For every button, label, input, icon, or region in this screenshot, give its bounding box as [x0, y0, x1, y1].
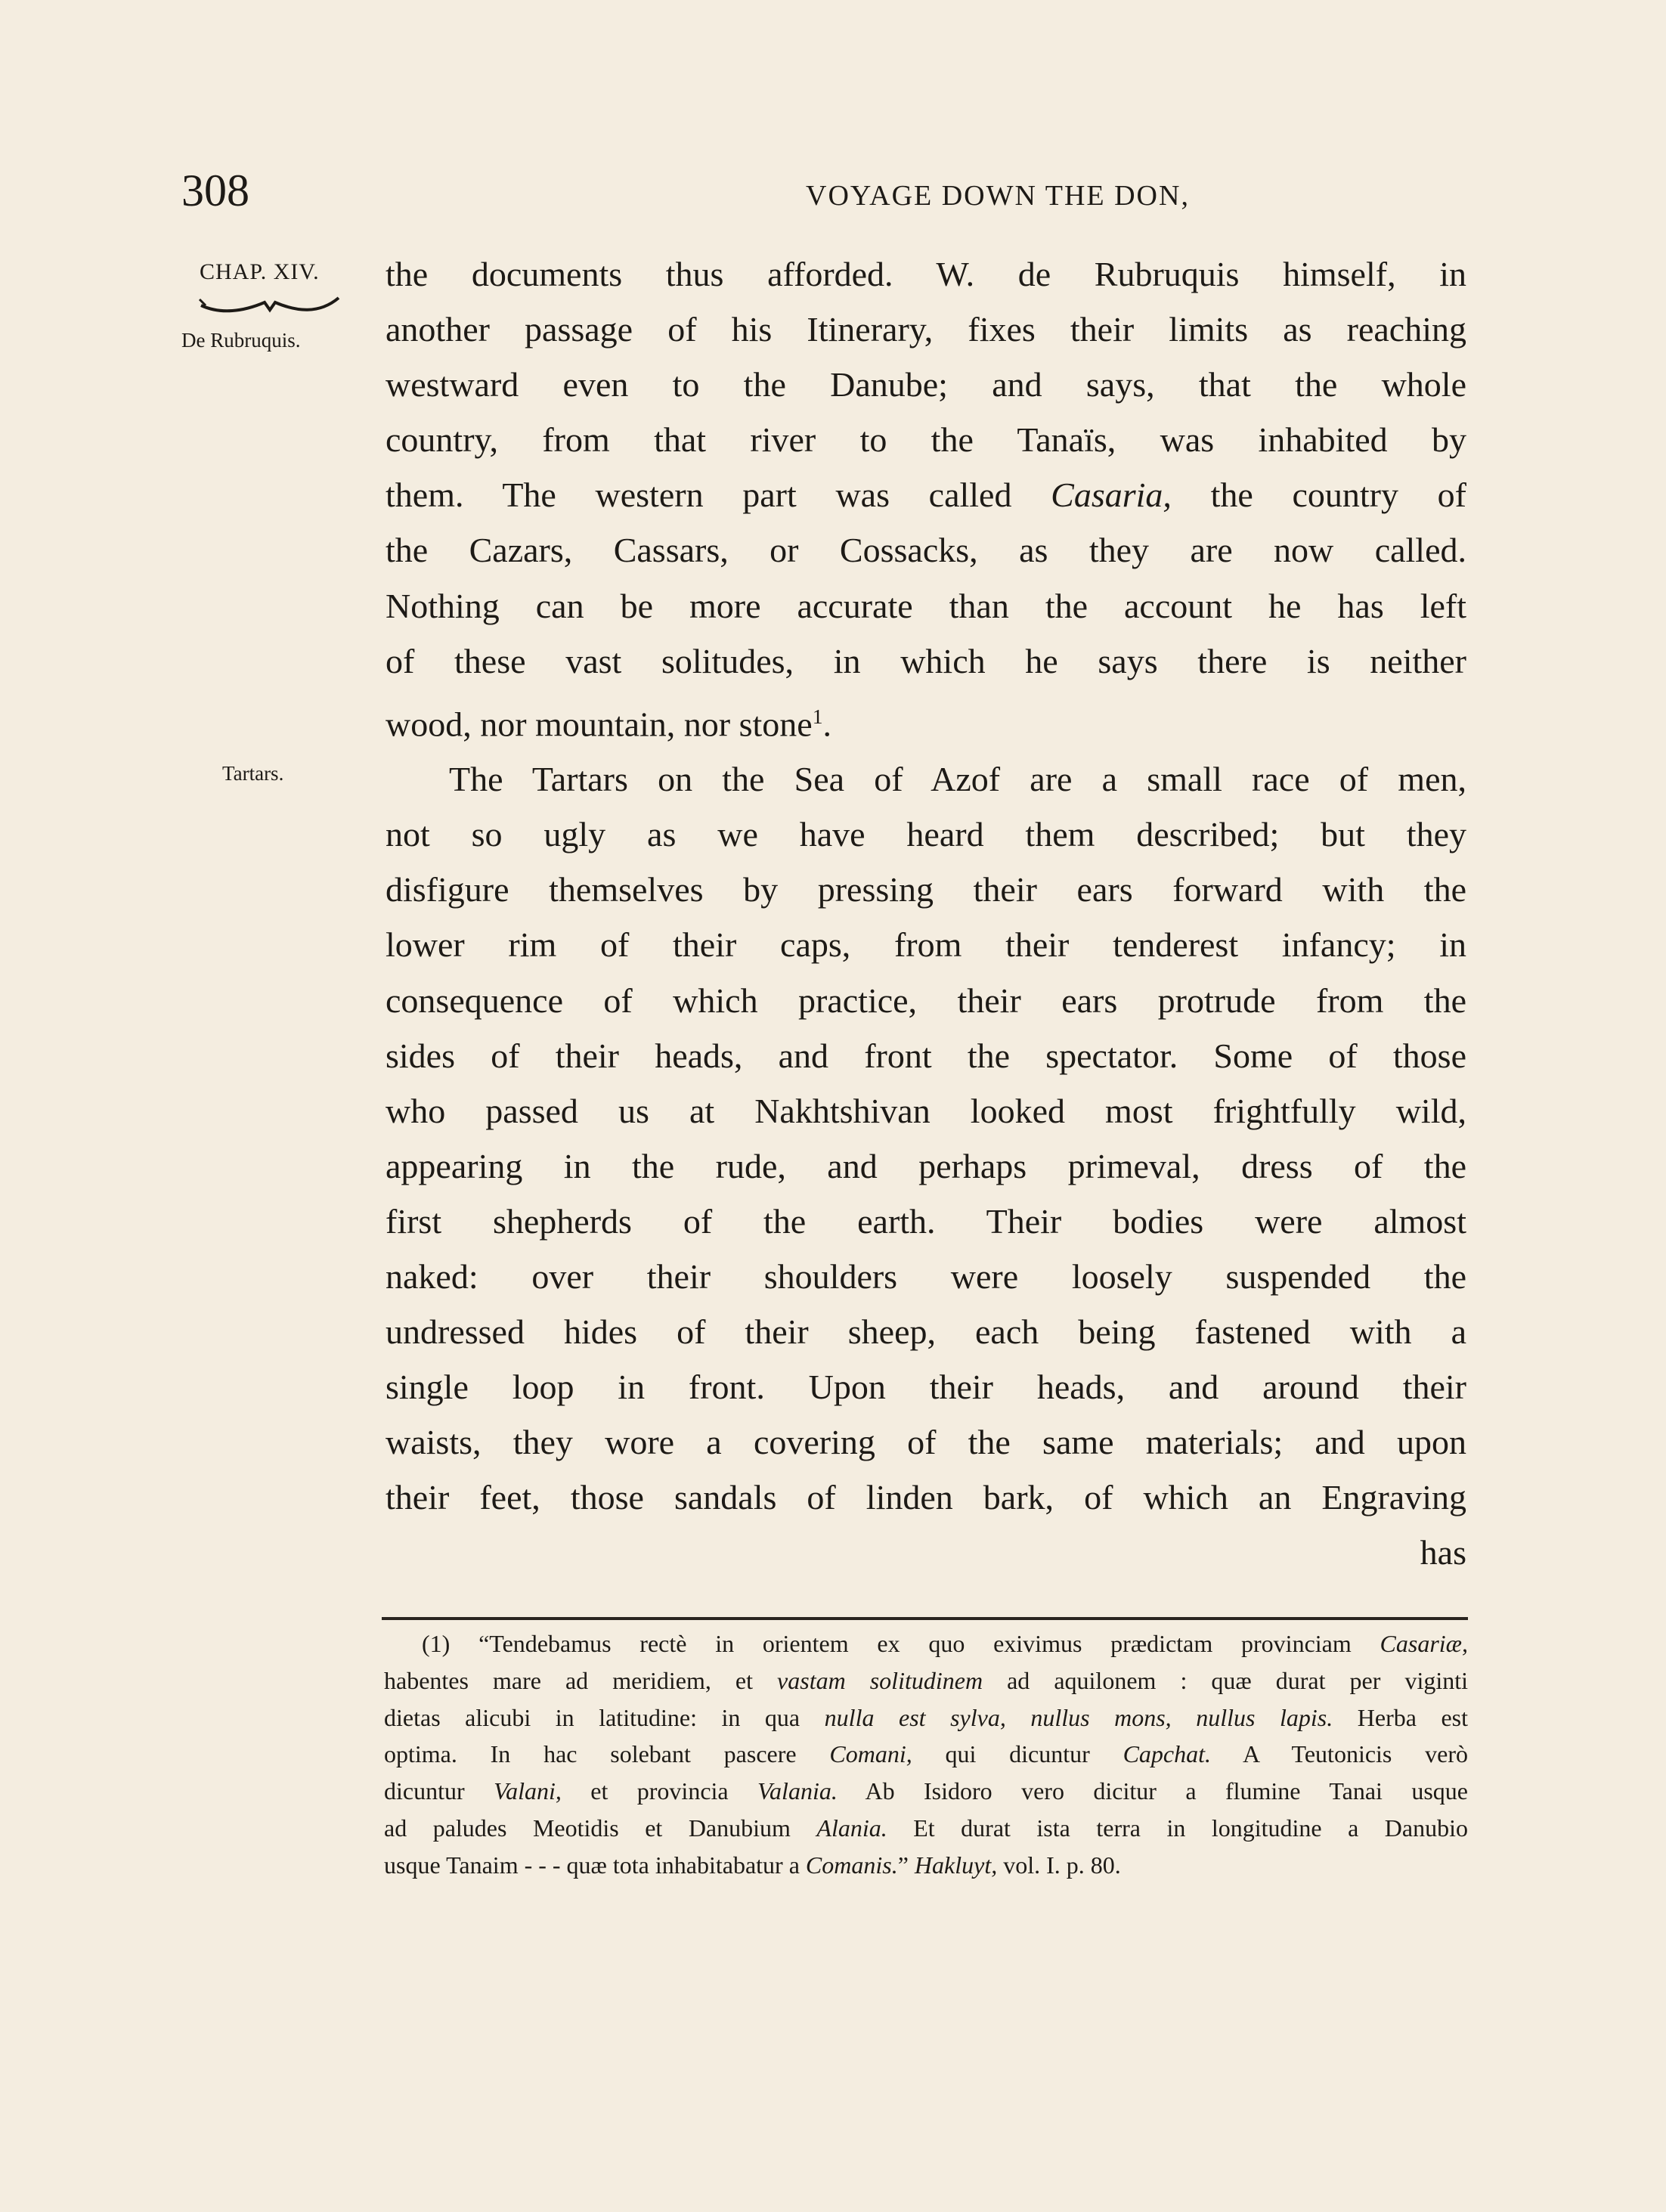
body-line: waists, they wore a covering of the same materials; and upon — [386, 1423, 1466, 1462]
body-line: lower rim of their caps, from their tenderest infancy; in — [386, 925, 1466, 965]
body-line: single loop in front. Upon their heads, and around their — [386, 1368, 1466, 1407]
footnote-line: (1) “Tendebamus rectè in orientem ex quo exivimus prædictam provinciam Casariæ, — [422, 1630, 1468, 1657]
footnote-line: dietas alicubi in latitudine: in qua nulla est sylva, nullus mons, nullus lapis. Herba est — [384, 1703, 1469, 1731]
body-line: the documents thus afforded. W. de Rubruquis himself, in — [386, 255, 1466, 293]
body-line: sides of their heads, and front the spectator. Some of those — [386, 1036, 1466, 1075]
body-line: The Tartars on the Sea of Azof are a small race of men, — [449, 760, 1466, 799]
footnote-line: dicuntur Valani, et provincia Valania. Ab Isidoro vero dicitur a flumine Tanai usque — [384, 1777, 1469, 1805]
footnote-rule — [382, 1617, 1468, 1620]
body-line: undressed hides of their sheep, each being fastened with a — [386, 1312, 1466, 1352]
page-number: 308 — [181, 166, 249, 215]
ornament-flourish — [198, 292, 342, 314]
body-line: Nothing can be more accurate than the account he has left — [386, 586, 1466, 625]
footnote-line: ad paludes Meotidis et Danubium Alania. Et durat ista terra in longitudine a Danubio — [384, 1814, 1469, 1842]
footnote-line: usque Tanaim - - - quæ tota inhabitabatur a Comanis.” Hakluyt, vol. I. p. 80. — [384, 1851, 1121, 1879]
footnote — [384, 1625, 1468, 1884]
body-line: another passage of his Itinerary, fixes their limits as reaching — [386, 310, 1466, 349]
catchword: has — [1420, 1533, 1466, 1572]
chapter-label: CHAP. XIV. — [200, 259, 320, 284]
body-line: country, from that river to the Tanaïs, was inhabited by — [386, 420, 1466, 460]
body-line: their feet, those sandals of linden bark, of which an Engraving — [386, 1478, 1466, 1517]
body-line: consequence of which practice, their ears protrude from the — [386, 981, 1466, 1020]
body-line: the Cazars, Cassars, or Cossacks, as they are now called. — [386, 531, 1466, 570]
body-line: first shepherds of the earth. Their bodies were almost — [386, 1201, 1466, 1241]
body-line: who passed us at Nakhtshivan looked most frightfully wild, — [386, 1091, 1466, 1130]
body-line: of these vast solitudes, in which he says there is neither — [386, 641, 1466, 680]
body-text — [386, 246, 1466, 1581]
body-line: not so ugly as we have heard them described; but they — [386, 815, 1466, 854]
margin-note-de-rubruquis: De Rubruquis. — [181, 329, 301, 352]
body-line: them. The western part was called Casaria, the country of — [386, 476, 1466, 515]
body-line: naked: over their shoulders were loosely suspended the — [386, 1257, 1466, 1297]
running-title: VOYAGE DOWN THE DON, — [806, 180, 1190, 212]
body-line: appearing in the rude, and perhaps primeval, dress of the — [386, 1146, 1466, 1185]
body-line: wood, nor mountain, nor stone$^1$. — [386, 704, 832, 744]
body-line: westward even to the Danube; and says, that the whole — [386, 365, 1466, 404]
footnote-line: habentes mare ad meridiem, et vastam solitudinem ad aquilonem : quæ durat per viginti — [384, 1666, 1469, 1694]
margin-note-tartars: Tartars. — [222, 762, 284, 785]
footnote-line: optima. In hac solebant pascere Comani, qui dicuntur Capchat. A Teutonicis verò — [384, 1740, 1469, 1768]
body-line: disfigure themselves by pressing their ears forward with the — [386, 870, 1466, 909]
